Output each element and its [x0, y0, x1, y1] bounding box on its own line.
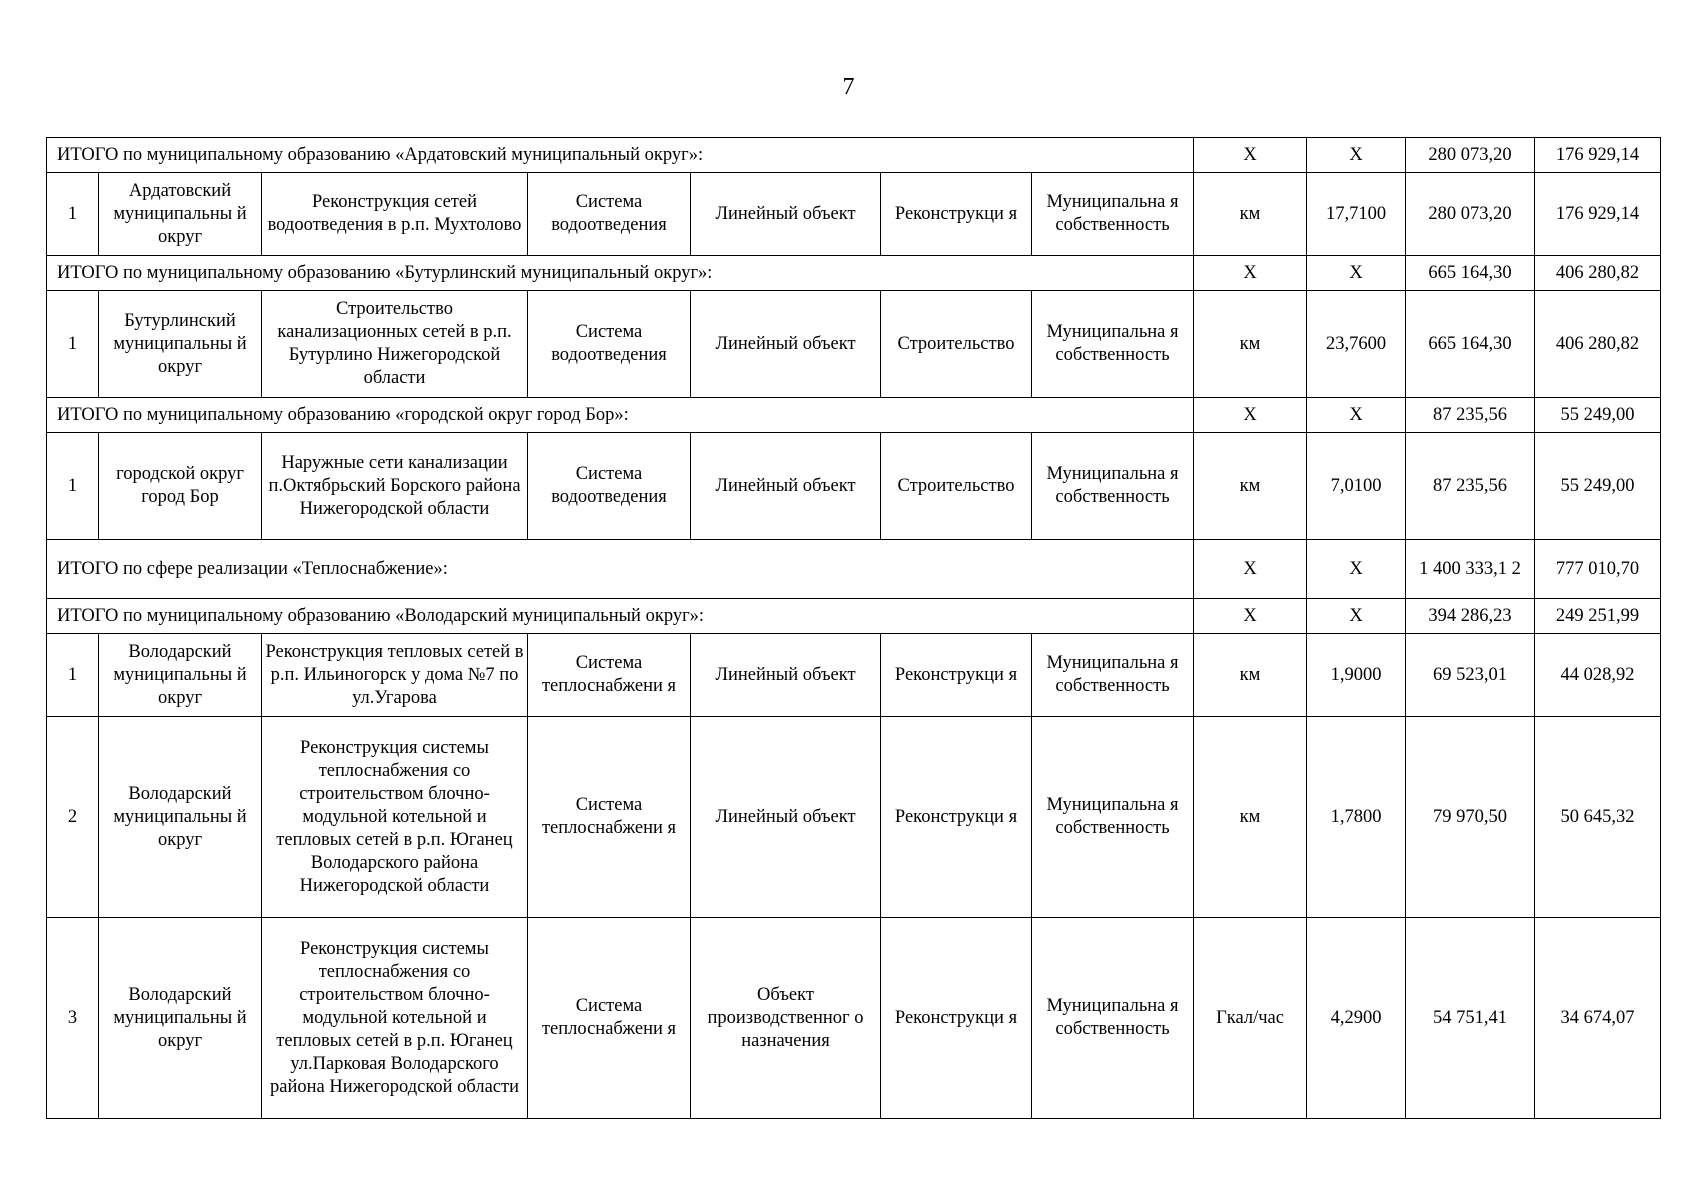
- total-x-qty: X: [1307, 398, 1406, 433]
- unit: км: [1194, 291, 1307, 398]
- row-number: 1: [47, 433, 99, 540]
- work-type: Реконструкци я: [881, 634, 1032, 717]
- total-label: ИТОГО по муниципальному образованию «Бутурлинский муниципальный округ»:: [47, 256, 1194, 291]
- value-2: 50 645,32: [1535, 717, 1661, 918]
- system: Система теплоснабжени я: [528, 717, 691, 918]
- row-number: 1: [47, 291, 99, 398]
- system: Система теплоснабжени я: [528, 634, 691, 717]
- object-type: Объект производственног о назначения: [691, 918, 881, 1119]
- total-row: [47, 138, 1661, 173]
- ownership: Муниципальна я собственность: [1032, 634, 1194, 717]
- total-value-2: 55 249,00: [1535, 398, 1661, 433]
- total-row: [47, 599, 1661, 634]
- quantity: 1,9000: [1307, 634, 1406, 717]
- unit: км: [1194, 173, 1307, 256]
- object-name: Реконструкция тепловых сетей в р.п. Ильиногорск у дома №7 по ул.Угарова: [262, 634, 528, 717]
- row-number: 1: [47, 173, 99, 256]
- quantity: 4,2900: [1307, 918, 1406, 1119]
- total-x-unit: X: [1194, 398, 1307, 433]
- total-label: ИТОГО по муниципальному образованию «городской округ город Бор»:: [47, 398, 1194, 433]
- object-type: Линейный объект: [691, 173, 881, 256]
- unit: км: [1194, 433, 1307, 540]
- total-x-unit: X: [1194, 540, 1307, 599]
- work-type: Реконструкци я: [881, 173, 1032, 256]
- work-type: Строительство: [881, 291, 1032, 398]
- work-type: Реконструкци я: [881, 717, 1032, 918]
- total-x-unit: X: [1194, 256, 1307, 291]
- table-row: [47, 634, 1661, 717]
- municipality: Володарский муниципальны й округ: [99, 918, 262, 1119]
- total-value-1: 280 073,20: [1406, 138, 1535, 173]
- unit: км: [1194, 717, 1307, 918]
- system: Система водоотведения: [528, 173, 691, 256]
- object-name: Наружные сети канализации п.Октябрьский Борского района Нижегородской области: [262, 433, 528, 540]
- row-number: 1: [47, 634, 99, 717]
- municipality: Володарский муниципальны й округ: [99, 717, 262, 918]
- total-label: ИТОГО по муниципальному образованию «Ардатовский муниципальный округ»:: [47, 138, 1194, 173]
- value-1: 87 235,56: [1406, 433, 1535, 540]
- total-row: [47, 256, 1661, 291]
- work-type: Строительство: [881, 433, 1032, 540]
- value-2: 44 028,92: [1535, 634, 1661, 717]
- object-type: Линейный объект: [691, 291, 881, 398]
- total-x-qty: X: [1307, 138, 1406, 173]
- value-1: 69 523,01: [1406, 634, 1535, 717]
- unit: км: [1194, 634, 1307, 717]
- ownership: Муниципальна я собственность: [1032, 717, 1194, 918]
- ownership: Муниципальна я собственность: [1032, 918, 1194, 1119]
- value-2: 406 280,82: [1535, 291, 1661, 398]
- system: Система теплоснабжени я: [528, 918, 691, 1119]
- total-value-2: 777 010,70: [1535, 540, 1661, 599]
- row-number: 2: [47, 717, 99, 918]
- data-table: [46, 137, 1661, 1119]
- total-value-2: 176 929,14: [1535, 138, 1661, 173]
- total-label: ИТОГО по муниципальному образованию «Володарский муниципальный округ»:: [47, 599, 1194, 634]
- ownership: Муниципальна я собственность: [1032, 291, 1194, 398]
- quantity: 7,0100: [1307, 433, 1406, 540]
- ownership: Муниципальна я собственность: [1032, 173, 1194, 256]
- municipality: городской округ город Бор: [99, 433, 262, 540]
- quantity: 1,7800: [1307, 717, 1406, 918]
- object-name: Реконструкция системы теплоснабжения со строительством блочно-модульной котельной и тепловых сетей в р.п. Юганец Володарского района Нижегородской области: [262, 717, 528, 918]
- total-x-unit: X: [1194, 138, 1307, 173]
- work-type: Реконструкци я: [881, 918, 1032, 1119]
- total-x-qty: X: [1307, 256, 1406, 291]
- total-value-1: 665 164,30: [1406, 256, 1535, 291]
- table-row: [47, 173, 1661, 256]
- municipality: Володарский муниципальны й округ: [99, 634, 262, 717]
- total-label: ИТОГО по сфере реализации «Теплоснабжение»:: [47, 540, 1194, 599]
- value-2: 34 674,07: [1535, 918, 1661, 1119]
- total-value-1: 1 400 333,1 2: [1406, 540, 1535, 599]
- total-x-unit: X: [1194, 599, 1307, 634]
- total-x-qty: X: [1307, 540, 1406, 599]
- table-body: [47, 138, 1661, 1119]
- unit: Гкал/час: [1194, 918, 1307, 1119]
- total-value-1: 394 286,23: [1406, 599, 1535, 634]
- municipality: Бутурлинский муниципальны й округ: [99, 291, 262, 398]
- row-number: 3: [47, 918, 99, 1119]
- total-value-2: 249 251,99: [1535, 599, 1661, 634]
- object-type: Линейный объект: [691, 717, 881, 918]
- object-type: Линейный объект: [691, 433, 881, 540]
- object-type: Линейный объект: [691, 634, 881, 717]
- value-1: 54 751,41: [1406, 918, 1535, 1119]
- quantity: 23,7600: [1307, 291, 1406, 398]
- value-1: 79 970,50: [1406, 717, 1535, 918]
- total-value-1: 87 235,56: [1406, 398, 1535, 433]
- page-number: 7: [842, 74, 855, 100]
- value-2: 55 249,00: [1535, 433, 1661, 540]
- system: Система водоотведения: [528, 291, 691, 398]
- total-row: [47, 398, 1661, 433]
- value-2: 176 929,14: [1535, 173, 1661, 256]
- table-row: [47, 918, 1661, 1119]
- total-row: [47, 540, 1661, 599]
- value-1: 280 073,20: [1406, 173, 1535, 256]
- municipality: Ардатовский муниципальны й округ: [99, 173, 262, 256]
- object-name: Реконструкция системы теплоснабжения со строительством блочно-модульной котельной и тепловых сетей в р.п. Юганец ул.Парковая Володарского района Нижегородской области: [262, 918, 528, 1119]
- system: Система водоотведения: [528, 433, 691, 540]
- ownership: Муниципальна я собственность: [1032, 433, 1194, 540]
- total-value-2: 406 280,82: [1535, 256, 1661, 291]
- total-x-qty: X: [1307, 599, 1406, 634]
- object-name: Строительство канализационных сетей в р.п. Бутурлино Нижегородской области: [262, 291, 528, 398]
- table-row: [47, 291, 1661, 398]
- value-1: 665 164,30: [1406, 291, 1535, 398]
- table-row: [47, 717, 1661, 918]
- quantity: 17,7100: [1307, 173, 1406, 256]
- table-row: [47, 433, 1661, 540]
- object-name: Реконструкция сетей водоотведения в р.п. Мухтолово: [262, 173, 528, 256]
